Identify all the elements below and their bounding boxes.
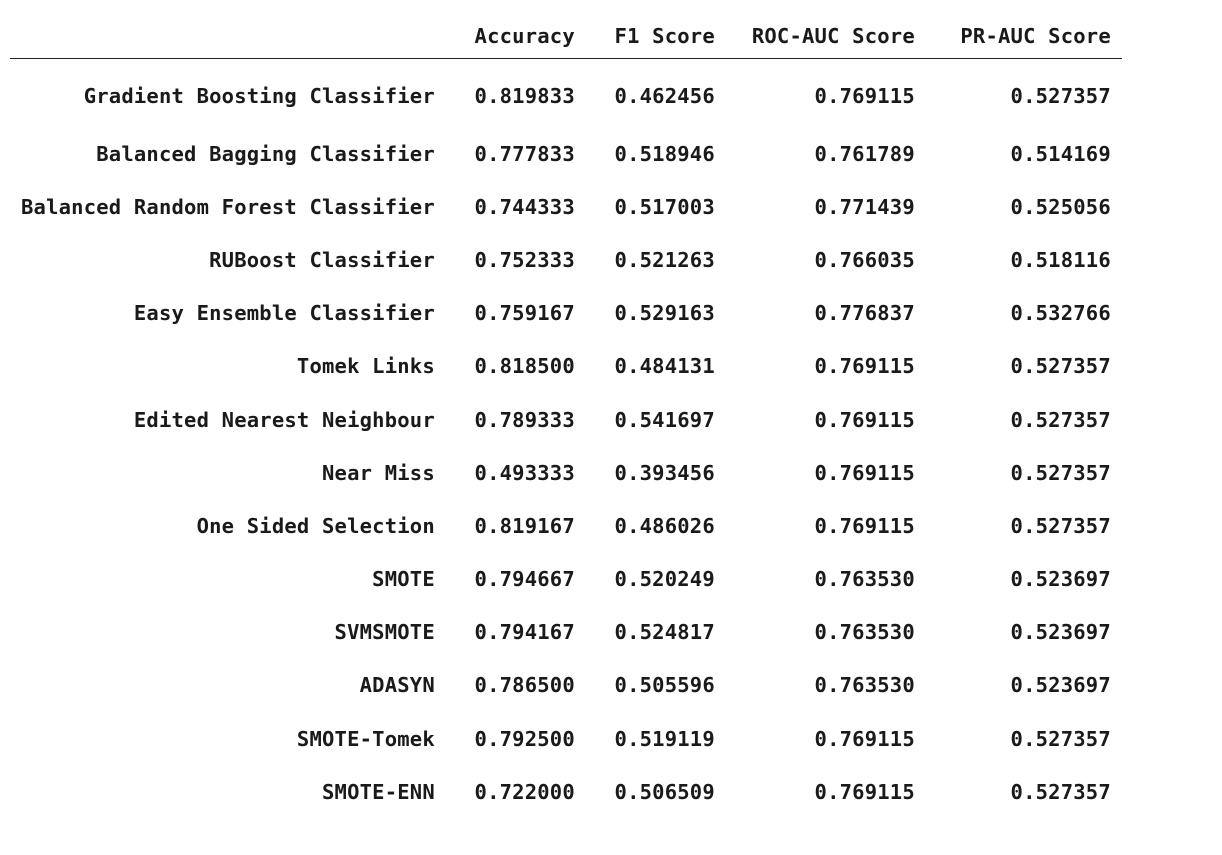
roc-auc-score-cell: 0.763530 — [814, 673, 915, 698]
row-label: SMOTE — [372, 567, 435, 592]
table-row — [10, 59, 1122, 128]
pr-auc-score-cell: 0.532766 — [1010, 301, 1111, 326]
table-row — [10, 446, 1122, 499]
accuracy-cell: 0.493333 — [474, 460, 575, 485]
row-label: RUBoost Classifier — [209, 247, 435, 272]
roc-auc-score-cell: 0.763530 — [814, 567, 915, 592]
pr-auc-score-cell: 0.527357 — [1010, 84, 1111, 108]
pr-auc-score-cell: 0.525056 — [1010, 194, 1111, 219]
column-header-accuracy: Accuracy — [446, 14, 586, 59]
table-row — [10, 127, 1122, 180]
table-row — [10, 233, 1122, 286]
table-row — [10, 287, 1122, 340]
table-row — [10, 659, 1122, 712]
roc-auc-score-cell: 0.776837 — [814, 301, 915, 326]
row-label: Balanced Random Forest Classifier — [21, 194, 435, 219]
accuracy-cell: 0.792500 — [474, 726, 575, 751]
table-row — [10, 712, 1122, 765]
pr-auc-score-cell: 0.523697 — [1010, 673, 1111, 698]
table-row — [10, 499, 1122, 552]
accuracy-cell: 0.789333 — [474, 407, 575, 432]
header-corner — [10, 14, 446, 59]
row-label: SMOTE-Tomek — [296, 726, 435, 751]
f1-score-cell: 0.484131 — [614, 354, 715, 379]
pr-auc-score-cell: 0.523697 — [1010, 567, 1111, 592]
roc-auc-score-cell: 0.769115 — [814, 779, 915, 804]
pr-auc-score-cell: 0.518116 — [1010, 247, 1111, 272]
accuracy-cell: 0.818500 — [474, 354, 575, 379]
pr-auc-score-cell: 0.527357 — [1010, 460, 1111, 485]
results-table — [10, 14, 1122, 818]
table-body — [10, 59, 1122, 819]
pr-auc-score-cell: 0.514169 — [1010, 141, 1111, 166]
row-label: Tomek Links — [296, 354, 435, 379]
f1-score-cell: 0.517003 — [614, 194, 715, 219]
roc-auc-score-cell: 0.769115 — [814, 513, 915, 538]
roc-auc-score-cell: 0.763530 — [814, 620, 915, 645]
row-label: Easy Ensemble Classifier — [133, 301, 435, 326]
f1-score-cell: 0.529163 — [614, 301, 715, 326]
f1-score-cell: 0.524817 — [614, 620, 715, 645]
f1-score-cell: 0.541697 — [614, 407, 715, 432]
accuracy-cell: 0.722000 — [474, 779, 575, 804]
row-label: Balanced Bagging Classifier — [96, 141, 435, 166]
accuracy-cell: 0.777833 — [474, 141, 575, 166]
table-row — [10, 765, 1122, 818]
row-label: SMOTE-ENN — [322, 779, 435, 804]
table-row — [10, 180, 1122, 233]
table-row — [10, 606, 1122, 659]
row-label: Near Miss — [322, 460, 435, 485]
roc-auc-score-cell: 0.761789 — [814, 141, 915, 166]
roc-auc-score-cell: 0.769115 — [814, 354, 915, 379]
row-label: ADASYN — [359, 673, 435, 698]
accuracy-cell: 0.819167 — [474, 513, 575, 538]
roc-auc-score-cell: 0.771439 — [814, 194, 915, 219]
table-row — [10, 393, 1122, 446]
roc-auc-score-cell: 0.766035 — [814, 247, 915, 272]
accuracy-cell: 0.752333 — [474, 247, 575, 272]
accuracy-cell: 0.759167 — [474, 301, 575, 326]
f1-score-cell: 0.506509 — [614, 779, 715, 804]
column-header-f1-score: F1 Score — [586, 14, 726, 59]
pr-auc-score-cell: 0.527357 — [1010, 779, 1111, 804]
row-label: Gradient Boosting Classifier — [83, 84, 435, 108]
roc-auc-score-cell: 0.769115 — [814, 407, 915, 432]
pr-auc-score-cell: 0.527357 — [1010, 354, 1111, 379]
table-header — [10, 14, 1122, 59]
header-row — [10, 14, 1122, 59]
pr-auc-score-cell: 0.527357 — [1010, 407, 1111, 432]
f1-score-cell: 0.520249 — [614, 567, 715, 592]
column-header-pr-auc-score: PR-AUC Score — [926, 14, 1122, 59]
pr-auc-score-cell: 0.527357 — [1010, 513, 1111, 538]
column-header-roc-auc-score: ROC-AUC Score — [726, 14, 926, 59]
table-row — [10, 340, 1122, 393]
f1-score-cell: 0.519119 — [614, 726, 715, 751]
accuracy-cell: 0.794167 — [474, 620, 575, 645]
f1-score-cell: 0.486026 — [614, 513, 715, 538]
pr-auc-score-cell: 0.527357 — [1010, 726, 1111, 751]
roc-auc-score-cell: 0.769115 — [814, 726, 915, 751]
f1-score-cell: 0.393456 — [614, 460, 715, 485]
row-label: Edited Nearest Neighbour — [133, 407, 435, 432]
accuracy-cell: 0.744333 — [474, 194, 575, 219]
f1-score-cell: 0.462456 — [614, 84, 715, 108]
row-label: One Sided Selection — [196, 513, 435, 538]
f1-score-cell: 0.518946 — [614, 141, 715, 166]
accuracy-cell: 0.819833 — [474, 84, 575, 108]
roc-auc-score-cell: 0.769115 — [814, 460, 915, 485]
accuracy-cell: 0.786500 — [474, 673, 575, 698]
f1-score-cell: 0.505596 — [614, 673, 715, 698]
accuracy-cell: 0.794667 — [474, 567, 575, 592]
table-row — [10, 553, 1122, 606]
pr-auc-score-cell: 0.523697 — [1010, 620, 1111, 645]
f1-score-cell: 0.521263 — [614, 247, 715, 272]
roc-auc-score-cell: 0.769115 — [814, 84, 915, 108]
row-label: SVMSMOTE — [334, 620, 435, 645]
